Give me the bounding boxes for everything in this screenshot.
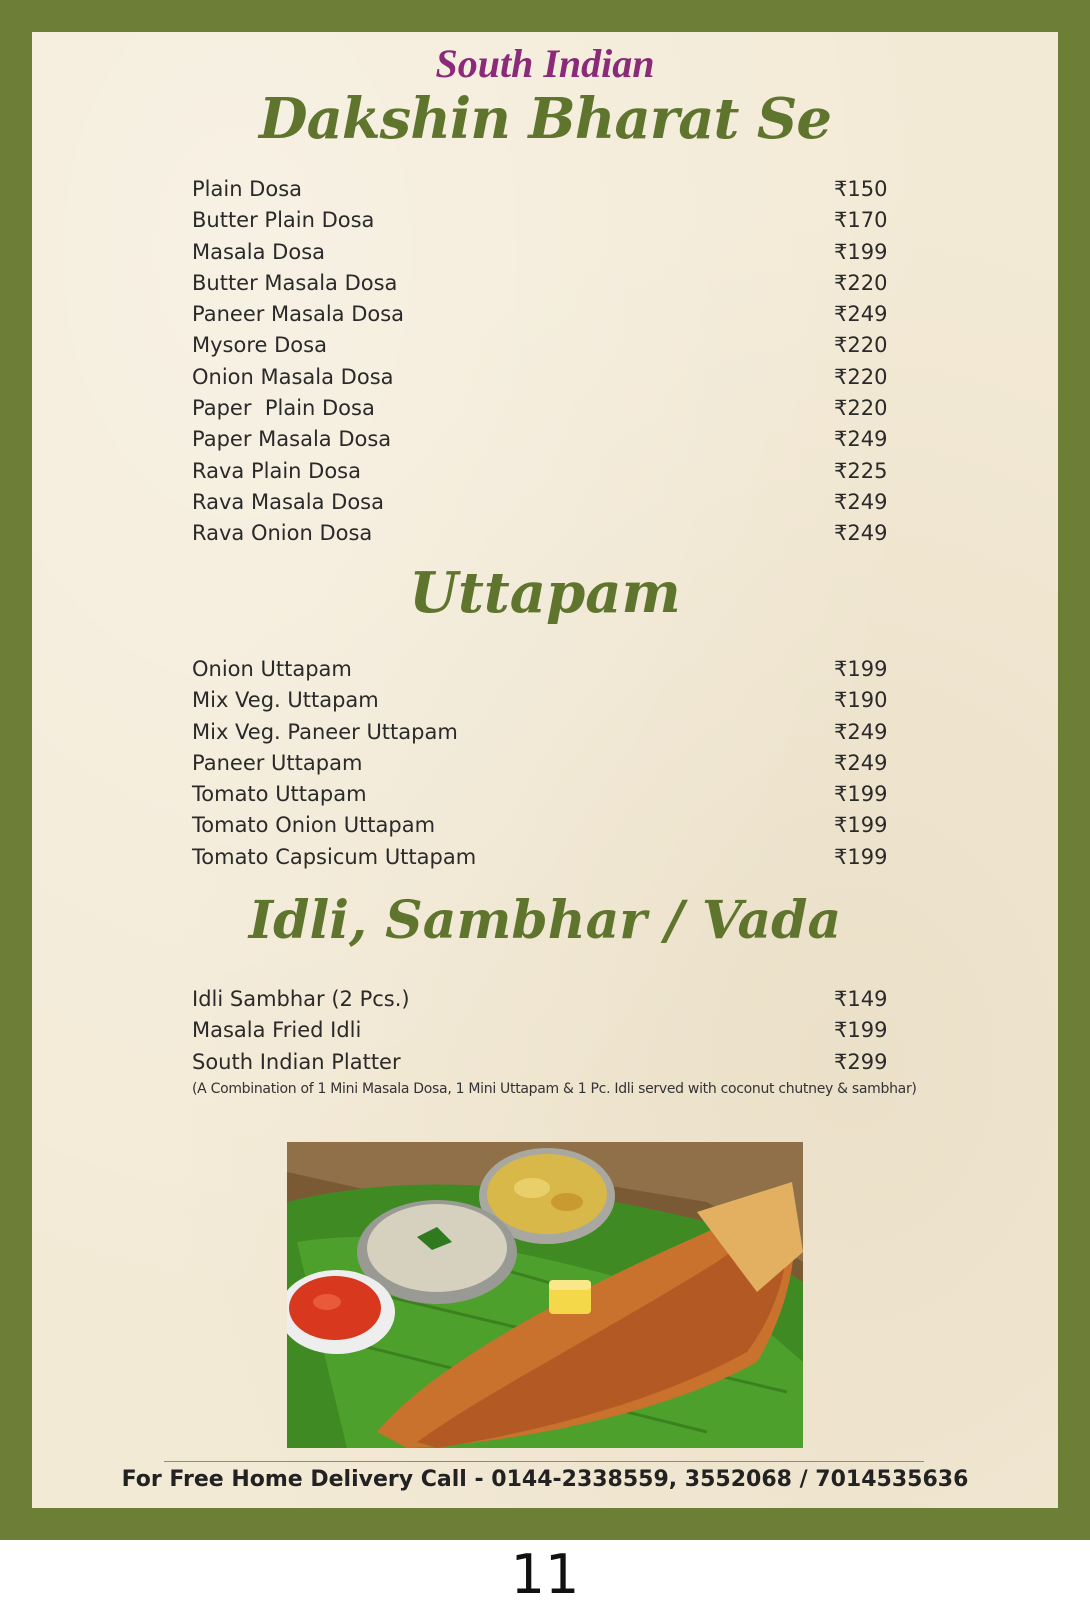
section-title-uttapam: Uttapam bbox=[409, 560, 681, 626]
item-price: ₹249 bbox=[834, 427, 888, 452]
item-name: Masala Dosa bbox=[192, 239, 326, 264]
menu-item bbox=[192, 459, 892, 490]
menu-item bbox=[192, 1050, 892, 1081]
dosa-photo-illustration bbox=[287, 1142, 803, 1448]
item-name: Rava Masala Dosa bbox=[192, 489, 384, 514]
page-number: 11 bbox=[510, 1543, 580, 1606]
menu-item bbox=[192, 720, 892, 751]
item-name: Mix Veg. Paneer Uttapam bbox=[192, 719, 458, 744]
menu-item bbox=[192, 845, 892, 876]
menu-item bbox=[192, 490, 892, 521]
item-price: ₹199 bbox=[834, 813, 888, 838]
menu-item bbox=[192, 271, 892, 302]
item-price: ₹249 bbox=[834, 302, 888, 327]
item-price: ₹249 bbox=[834, 719, 888, 744]
item-price: ₹199 bbox=[834, 657, 888, 681]
item-price: ₹150 bbox=[834, 177, 888, 201]
menu-item bbox=[192, 688, 892, 719]
menu-title: Dakshin Bharat Se bbox=[259, 86, 831, 152]
item-name: Tomato Capsicum Uttapam bbox=[192, 844, 477, 869]
item-name: Plain Dosa bbox=[192, 177, 303, 201]
menu-item bbox=[192, 333, 892, 364]
footer-divider bbox=[164, 1461, 924, 1462]
dosa-list bbox=[192, 177, 892, 553]
menu-item bbox=[192, 1018, 892, 1049]
item-price: ₹199 bbox=[834, 782, 888, 807]
item-price: ₹199 bbox=[834, 844, 888, 869]
item-name: Paper Masala Dosa bbox=[192, 427, 392, 452]
item-price: ₹249 bbox=[834, 489, 888, 514]
menu-subtitle: South Indian bbox=[435, 41, 655, 86]
item-name: Mix Veg. Uttapam bbox=[192, 688, 379, 713]
menu-item bbox=[192, 208, 892, 239]
item-name: Onion Uttapam bbox=[192, 657, 352, 681]
uttapam-list bbox=[192, 657, 892, 876]
item-name: Tomato Onion Uttapam bbox=[192, 813, 436, 838]
item-name: Paper Plain Dosa bbox=[192, 396, 375, 421]
menu-item bbox=[192, 782, 892, 813]
item-price: ₹249 bbox=[834, 521, 888, 546]
item-price: ₹220 bbox=[834, 333, 888, 358]
menu-item bbox=[192, 987, 892, 1018]
item-name: Masala Fried Idli bbox=[192, 1018, 362, 1043]
item-name: Tomato Uttapam bbox=[192, 782, 367, 807]
item-price: ₹220 bbox=[834, 396, 888, 421]
menu-item bbox=[192, 657, 892, 688]
item-price: ₹220 bbox=[834, 364, 888, 389]
item-price: ₹299 bbox=[834, 1049, 888, 1074]
item-name: Paneer Masala Dosa bbox=[192, 302, 405, 327]
item-price: ₹249 bbox=[834, 750, 888, 775]
menu-item bbox=[192, 365, 892, 396]
menu-item bbox=[192, 396, 892, 427]
menu-item bbox=[192, 302, 892, 333]
menu-item bbox=[192, 751, 892, 782]
item-name: Rava Onion Dosa bbox=[192, 521, 373, 546]
item-price: ₹190 bbox=[834, 688, 888, 713]
item-price: ₹199 bbox=[834, 1018, 888, 1043]
delivery-info: For Free Home Delivery Call - 0144-2338559, 3552068 / 7014535636 bbox=[121, 1467, 969, 1492]
idli-list bbox=[192, 987, 892, 1081]
item-name: Butter Masala Dosa bbox=[192, 270, 398, 295]
item-name: South Indian Platter bbox=[192, 1049, 401, 1074]
item-price: ₹149 bbox=[834, 987, 888, 1011]
menu-item bbox=[192, 521, 892, 552]
platter-note: (A Combination of 1 Mini Masala Dosa, 1 Mini Uttapam & 1 Pc. Idli served with coconut chutney & sambhar) bbox=[192, 1081, 917, 1097]
dosa-photo bbox=[287, 1142, 803, 1448]
section-title-idli: Idli, Sambhar / Vada bbox=[248, 890, 842, 951]
item-name: Mysore Dosa bbox=[192, 333, 327, 358]
item-name: Onion Masala Dosa bbox=[192, 364, 394, 389]
menu-item bbox=[192, 240, 892, 271]
menu-item bbox=[192, 427, 892, 458]
item-price: ₹199 bbox=[834, 239, 888, 264]
item-name: Idli Sambhar (2 Pcs.) bbox=[192, 987, 410, 1011]
item-price: ₹170 bbox=[834, 208, 888, 233]
item-name: Rava Plain Dosa bbox=[192, 458, 361, 483]
menu-item bbox=[192, 813, 892, 844]
item-name: Paneer Uttapam bbox=[192, 750, 363, 775]
item-price: ₹220 bbox=[834, 270, 888, 295]
item-name: Butter Plain Dosa bbox=[192, 208, 375, 233]
item-price: ₹225 bbox=[834, 458, 888, 483]
menu-item bbox=[192, 177, 892, 208]
